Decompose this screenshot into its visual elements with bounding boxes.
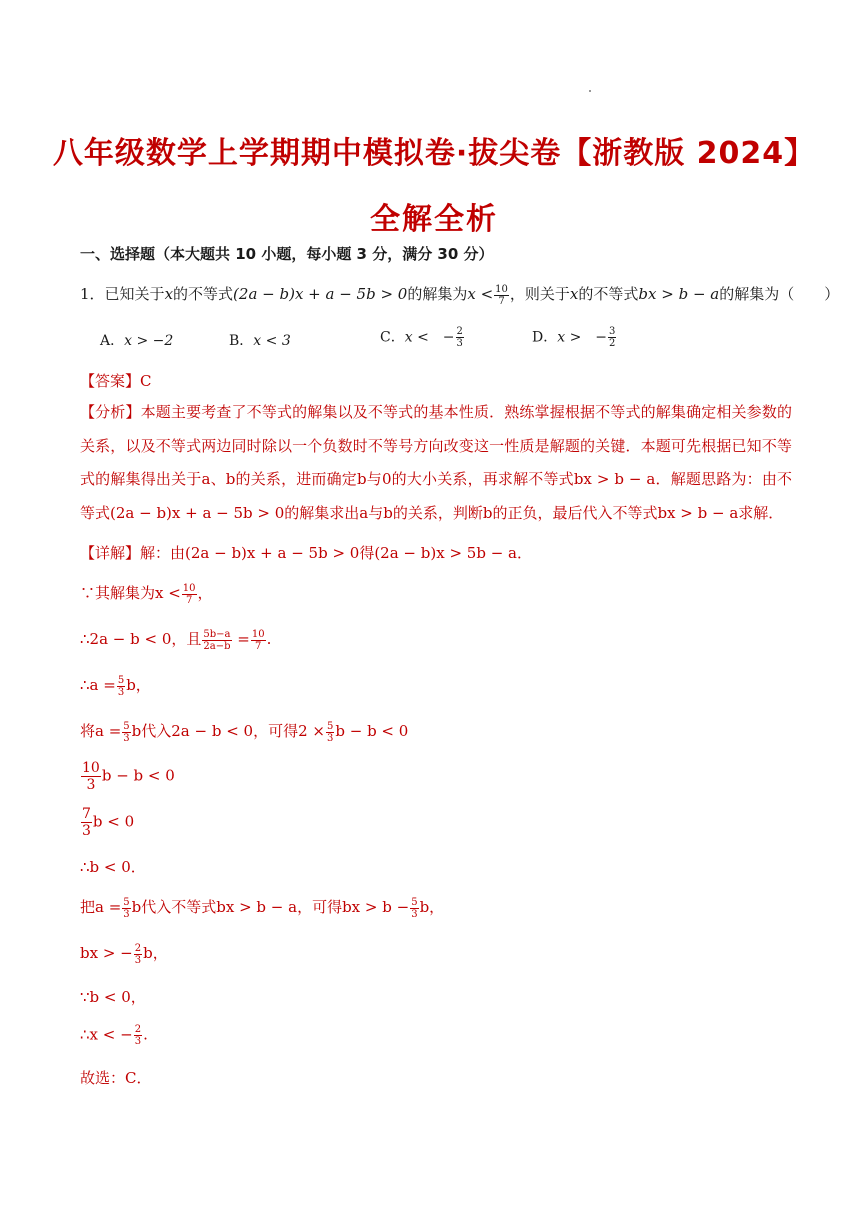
detail-line-7 <box>80 806 134 839</box>
stem-solution: x < <box>467 285 494 303</box>
question-stem <box>80 283 839 307</box>
fraction-numerator: 5 <box>123 896 130 908</box>
detail-text: b代入不等式bx > b − a，可得bx > b − <box>131 898 410 916</box>
fraction-denominator: 3 <box>456 338 463 349</box>
fraction-numerator: 2 <box>134 942 142 954</box>
detail-line-11: ∵b < 0， <box>80 988 146 1006</box>
stem-inequality: (2a − b)x + a − 5b > 0 <box>233 285 408 303</box>
fraction-denominator: 2a−b <box>203 640 231 652</box>
fraction-denominator: 3 <box>123 732 130 744</box>
detail-text: . <box>266 630 272 648</box>
analysis-text: 本题主要考查了不等式的解集以及不等式的基本性质．熟练掌握根据不等式的解集确定相关参数的关系，以及不等式两边同时除以一个负数时不等号方向改变这一性质是解题的关键．本题可先根据已知不等式的解集得出关于a、b的关系，进而确定b与0的大小关系，再求解不等式bx > b − a．解题思路为：由不等式(2a − b)x + a − 5b > 0的解集求出a与b的关系，判断b的正负，最后代入不等式bx > b − a求解． <box>80 403 792 522</box>
fraction-numerator: 5 <box>117 674 125 686</box>
option-expr: x > − <box>557 329 608 346</box>
detail-text: 解：由(2a − b)x + a − 5b > 0得(2a − b)x > 5b − a． <box>140 544 532 562</box>
detail-line-1 <box>80 542 532 563</box>
stem-fraction <box>494 284 509 307</box>
fraction-numerator: 5b−a <box>203 628 231 640</box>
detail-line-9 <box>80 896 444 920</box>
detail-text: 将a = <box>80 722 122 740</box>
detail-fraction <box>81 806 92 839</box>
option-expr: x < 3 <box>253 333 291 349</box>
fraction-numerator: 5 <box>326 720 334 732</box>
detail-text: b， <box>143 944 168 962</box>
option-expr: x > −2 <box>124 333 174 349</box>
detail-text: bx > − <box>80 944 133 962</box>
detail-fraction <box>117 675 125 698</box>
option-label: C． <box>380 329 405 346</box>
detail-line-5 <box>80 720 408 744</box>
stem-text: 的解集为 <box>407 285 468 303</box>
option-b <box>229 330 291 350</box>
fraction-denominator: 3 <box>86 777 96 793</box>
detail-fraction <box>326 721 334 744</box>
detail-text: ∴a = <box>80 676 116 694</box>
fraction-denominator: 7 <box>255 640 262 652</box>
option-c <box>380 326 465 349</box>
fraction-denominator: 7 <box>498 295 505 307</box>
fraction-denominator: 3 <box>326 732 334 744</box>
detail-fraction <box>134 1024 142 1047</box>
fraction-numerator: 10 <box>251 628 265 640</box>
detail-text: b − b < 0 <box>335 722 409 740</box>
detail-fraction <box>134 943 142 966</box>
detail-line-3 <box>80 628 271 652</box>
detail-text: ∴2a − b < 0，且 <box>80 630 202 648</box>
detail-text: = <box>232 630 250 648</box>
fraction-denominator: 2 <box>609 338 616 349</box>
stem-text: 的不等式 <box>173 285 234 303</box>
detail-fraction <box>122 721 130 744</box>
detail-fraction <box>182 583 197 606</box>
fraction-numerator: 10 <box>495 283 508 295</box>
analysis-paragraph <box>80 396 792 530</box>
detail-line-10 <box>80 942 168 966</box>
fraction-numerator: 10 <box>82 760 100 776</box>
stem-text: 已知关于 <box>104 285 165 303</box>
detail-line-12 <box>80 1024 148 1047</box>
fraction-numerator: 2 <box>456 326 463 337</box>
detail-text: ， <box>197 584 213 602</box>
fraction-denominator: 3 <box>134 954 142 966</box>
detail-text: b， <box>419 898 445 916</box>
detail-line-13: 故选：C． <box>80 1069 152 1087</box>
fraction-numerator: 10 <box>182 582 196 594</box>
fraction-denominator: 3 <box>82 823 91 839</box>
fraction-denominator: 3 <box>117 686 125 698</box>
option-label: A． <box>100 333 125 349</box>
stem-text: ，则关于 <box>509 285 570 303</box>
stem-var: x <box>164 285 174 303</box>
document-title: 八年级数学上学期期中模拟卷·拔尖卷【浙教版 2024】 <box>52 136 816 171</box>
detail-fraction <box>410 897 418 920</box>
fraction-denominator: 3 <box>123 908 130 920</box>
detail-tag: 【详解】 <box>80 544 141 562</box>
detail-text: 把a = <box>80 898 122 916</box>
detail-fraction <box>81 760 101 793</box>
answer-tag: 【答案】 <box>80 372 141 390</box>
detail-fraction <box>251 629 266 652</box>
option-a <box>100 330 173 350</box>
stem-text: 的不等式 <box>578 285 639 303</box>
detail-text: b − b < 0 <box>101 766 175 785</box>
scan-dot <box>589 90 591 92</box>
fraction-numerator: 3 <box>609 326 616 337</box>
detail-text: b代入2a − b < 0，可得2 × <box>131 722 325 740</box>
option-fraction <box>608 326 616 349</box>
detail-text: ∴x < − <box>80 1025 133 1044</box>
detail-fraction <box>202 629 231 652</box>
question-number: 1． <box>80 285 105 303</box>
fraction-denominator: 3 <box>411 908 418 920</box>
fraction-numerator: 5 <box>123 720 130 732</box>
detail-line-4 <box>80 674 151 698</box>
stem-text: 的解集为（ ） <box>719 285 840 303</box>
option-fraction <box>456 326 464 349</box>
detail-fraction <box>122 897 130 920</box>
document-subtitle: 全解全析 <box>370 202 498 237</box>
answer-line <box>80 370 152 391</box>
detail-line-2 <box>80 582 213 606</box>
answer-value: C <box>140 372 152 390</box>
stem-var: x <box>569 285 579 303</box>
detail-line-8: ∴b < 0． <box>80 858 146 876</box>
analysis-tag: 【分析】 <box>80 403 141 421</box>
fraction-numerator: 2 <box>134 1024 142 1035</box>
detail-text: ∵其解集为x < <box>80 584 181 602</box>
detail-text: b， <box>126 676 151 694</box>
stem-inequality: bx > b − a <box>638 285 720 303</box>
option-label: D． <box>532 329 558 346</box>
fraction-numerator: 7 <box>82 806 91 822</box>
option-expr: x < − <box>404 329 455 346</box>
section-heading: 一、选择题（本大题共 10 小题，每小题 3 分，满分 30 分） <box>80 245 494 263</box>
option-d <box>532 326 617 349</box>
fraction-denominator: 7 <box>185 594 193 606</box>
fraction-numerator: 5 <box>411 896 418 908</box>
fraction-denominator: 3 <box>134 1036 142 1047</box>
option-label: B． <box>229 333 254 349</box>
detail-text: . <box>143 1025 148 1044</box>
detail-line-6 <box>80 760 175 793</box>
detail-text: b < 0 <box>92 812 135 831</box>
